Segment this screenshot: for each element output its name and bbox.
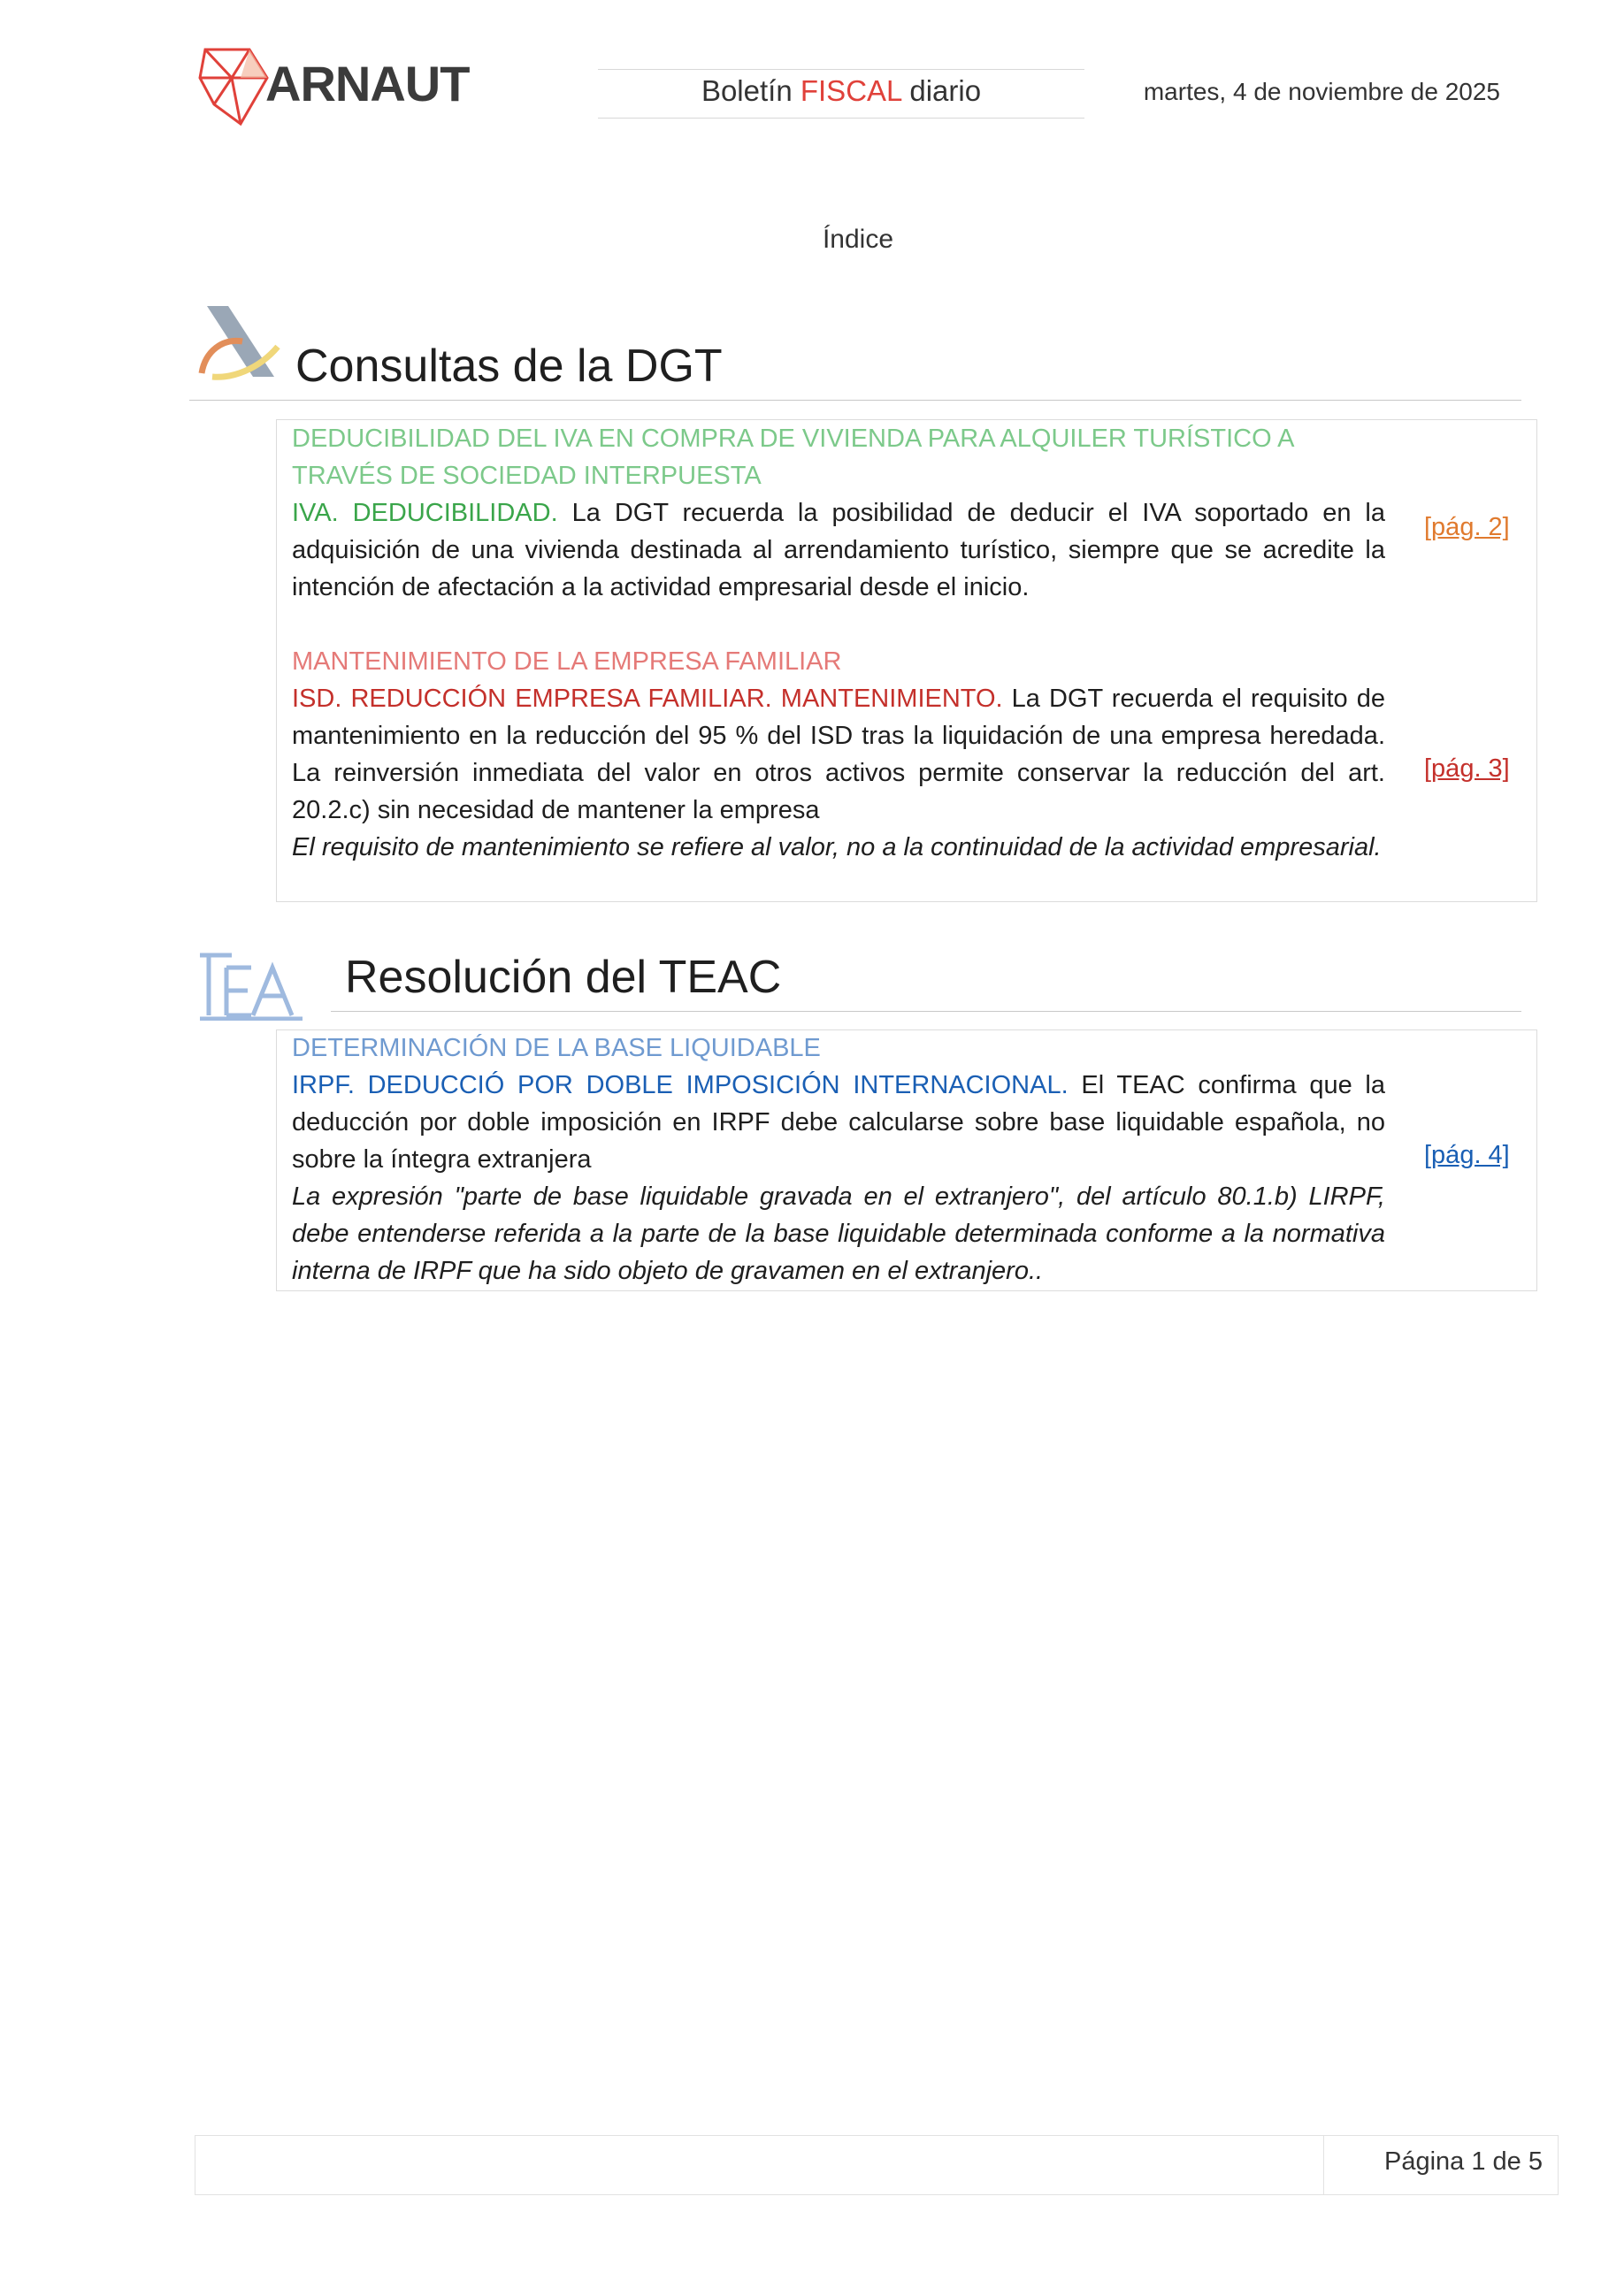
section-heading: Consultas de la DGT: [295, 341, 723, 392]
entry: [292, 643, 1385, 866]
page-link[interactable]: [pág. 3]: [1424, 754, 1510, 783]
entry: [292, 420, 1385, 606]
section-rule: [189, 400, 1521, 401]
footer-divider: [1323, 2135, 1324, 2195]
bulletin-suffix: diario: [901, 74, 982, 107]
logo-wordmark: ARNAUT: [265, 56, 470, 111]
entry-text: El TEAC confirma que la deducción por doble imposición en IRPF debe calcularse sobre base liquidable española, no sobre la íntegra extranjera: [292, 1071, 1386, 1174]
entry-keyword: IRPF. DEDUCCIÓ POR DOBLE IMPOSICIÓN INTERNACIONAL.: [292, 1071, 1069, 1099]
page-number: Página 1 de 5: [1384, 2147, 1543, 2176]
entry-keyword: IVA. DEDUCIBILIDAD.: [292, 499, 558, 527]
index-title: Índice: [822, 225, 894, 254]
entry-title: MANTENIMIENTO DE LA EMPRESA FAMILIAR: [292, 647, 842, 676]
entry-body: [292, 494, 1385, 606]
entry-body: [292, 1067, 1385, 1178]
bulletin-date: martes, 4 de noviembre de 2025: [1143, 78, 1500, 105]
bulletin-accent: FISCAL: [800, 74, 902, 107]
entry-note: La expresión "parte de base liquidable gravada en el extranjero", del artículo 80.1.b) LIRPF, debe entenderse referida a la parte de la base liquidable determinada conforme a la normativa interna de IRPF que ha sido objeto de gravamen en el extranjero..: [292, 1182, 1385, 1285]
bulletin-title: [598, 74, 1084, 108]
entry-text: La DGT recuerda el requisito de mantenimiento en la reducción del 95 % del ISD tras la liquidación de una empresa heredada. La reinversión inmediata del valor en otros activos permite conservar la reducción del art. 20.2.c) sin necesidad de mantener la empresa: [292, 685, 1385, 824]
entry-keyword: ISD. REDUCCIÓN EMPRESA FAMILIAR. MANTENIMIENTO.: [292, 685, 1003, 713]
entry-body: [292, 680, 1385, 829]
teac-logo-icon: [196, 950, 306, 1021]
aeat-logo-icon: [196, 302, 285, 382]
page-link[interactable]: [pág. 2]: [1424, 513, 1510, 541]
entry-text: La DGT recuerda la posibilidad de deducir el IVA soportado en la adquisición de una vivienda destinada al arrendamiento turístico, siempre que se acredite la intención de afectación a la actividad empresarial desde el inicio.: [292, 499, 1385, 601]
section-rule: [331, 1011, 1521, 1012]
bulletin-prefix: Boletín: [701, 74, 801, 107]
page-link[interactable]: [pág. 4]: [1424, 1141, 1510, 1169]
entry-title: DEDUCIBILIDAD DEL IVA EN COMPRA DE VIVIENDA PARA ALQUILER TURÍSTICO A TRAVÉS DE SOCIEDAD INTERPUESTA: [292, 425, 1293, 490]
entry-note: El requisito de mantenimiento se refiere al valor, no a la continuidad de la actividad empresarial.: [292, 833, 1382, 861]
entry: [292, 1029, 1385, 1290]
section-heading: Resolución del TEAC: [345, 952, 782, 1003]
entry-title: DETERMINACIÓN DE LA BASE LIQUIDABLE: [292, 1034, 821, 1062]
